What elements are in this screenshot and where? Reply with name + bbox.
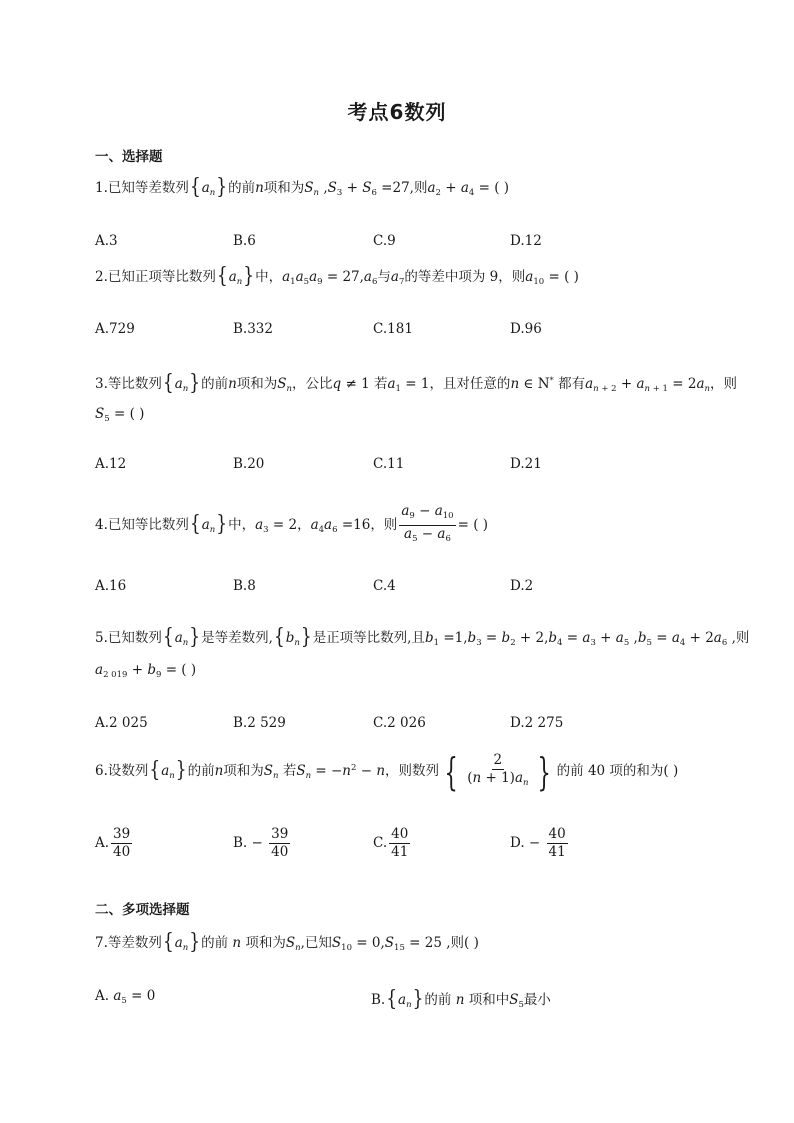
question-7: 7.等差数列$\{a_n\}$的前 n 项和为$S_n$,已知$S_{10} = 0,S_{15} = 25$ ,则( ) <box>95 929 479 955</box>
q2-option-c[interactable]: C.181 <box>373 321 413 337</box>
q5-option-a[interactable]: A.2 025 <box>95 715 148 731</box>
q6-fraction: $\frac{2}{(n + 1)a_n}$ <box>467 751 529 788</box>
q6-option-a[interactable]: A. $\frac{39}{40}$ <box>95 826 131 860</box>
question-5-line-2: $a_{2 019} + b_9$ = ( ) <box>95 662 197 680</box>
q6-option-d[interactable]: D. − $\frac{40}{41}$ <box>510 826 566 860</box>
question-6: 6.设数列$\{a_n\}$的前n项和为$S_n$ 若$S_n = -n^2 - n$，则数列 { $\frac{2}{(n + 1)a_n}$ } 的前 40 项的和为( ) <box>95 749 679 794</box>
q3-option-c[interactable]: C.11 <box>373 456 405 472</box>
q1-option-d[interactable]: D.12 <box>510 233 542 249</box>
q4-option-d[interactable]: D.2 <box>510 578 534 594</box>
q1-option-c[interactable]: C.9 <box>373 233 396 249</box>
q3-option-a[interactable]: A.12 <box>95 456 127 472</box>
q5-option-b[interactable]: B.2 529 <box>233 715 286 731</box>
question-1: 1.已知等差数列$\{a_n\}$的前n项和为$S_n$ $,S_3 + S_6 =27$,则$a_2 + a_4$ = ( ) <box>95 174 510 200</box>
question-3: 3.等比数列$\{a_n\}$的前n项和为$S_n$，公比q ≠ 1 若$a_1 = 1$，且对任意的n ∈ N* 都有$a_{n + 2} + a_{n + 1} = 2a_n$，则 <box>95 370 737 396</box>
q7-option-b[interactable]: $B.\{a_n\}$的前 n 项和中$S_5$最小 <box>371 986 551 1012</box>
question-3-line-2: $S_5$ = ( ) <box>95 406 145 424</box>
section-heading-single-choice: 一、选择题 <box>95 149 163 165</box>
q6-option-b[interactable]: B. − $\frac{39}{40}$ <box>233 826 289 860</box>
q2-option-d[interactable]: D.96 <box>510 321 542 337</box>
q4-option-a[interactable]: A.16 <box>95 578 127 594</box>
q2-option-a[interactable]: A.729 <box>95 321 135 337</box>
question-2: 2.已知正项等比数列$\{a_n\}$中，$a_1a_5a_9 = 27,a_6$与$a_7$的等差中项为 9，则$a_{10}$ = ( ) <box>95 263 579 289</box>
page-title: 考点6数列 <box>347 100 447 124</box>
q4-fraction: $\frac{a_9 - a_{10}}{a_5 - a_6}$ <box>401 503 454 544</box>
q4-option-c[interactable]: C.4 <box>373 578 396 594</box>
q7-option-a[interactable]: A. $a_5 = 0$ <box>95 988 156 1006</box>
q1-option-a[interactable]: A.3 <box>95 233 118 249</box>
section-heading-multi-choice: 二、多项选择题 <box>95 902 190 918</box>
q2-option-b[interactable]: B.332 <box>233 321 273 337</box>
q3-option-b[interactable]: B.20 <box>233 456 265 472</box>
q3-option-d[interactable]: D.21 <box>510 456 542 472</box>
q4-option-b[interactable]: B.8 <box>233 578 256 594</box>
q5-option-c[interactable]: C.2 026 <box>373 715 426 731</box>
question-5: 5.已知数列$\{a_n\}$是等差数列$,\{b_n\}$是正项等比数列,且$b_1 =1,b_3 = b_2 + 2,b_4 = a_3 + a_5$ $,b_5 = a_4 + 2a_6$ ,则 <box>95 624 750 650</box>
q6-option-c[interactable]: C. $\frac{40}{41}$ <box>373 826 409 860</box>
question-4: 4.已知等比数列$\{a_n\}$中，$a_3 = 2$，$a_4a_6 =16$，则 $\frac{a_9 - a_{10}}{a_5 - a_6}$ = ( ) <box>95 504 488 550</box>
q1-option-b[interactable]: B.6 <box>233 233 256 249</box>
q5-option-d[interactable]: D.2 275 <box>510 715 564 731</box>
